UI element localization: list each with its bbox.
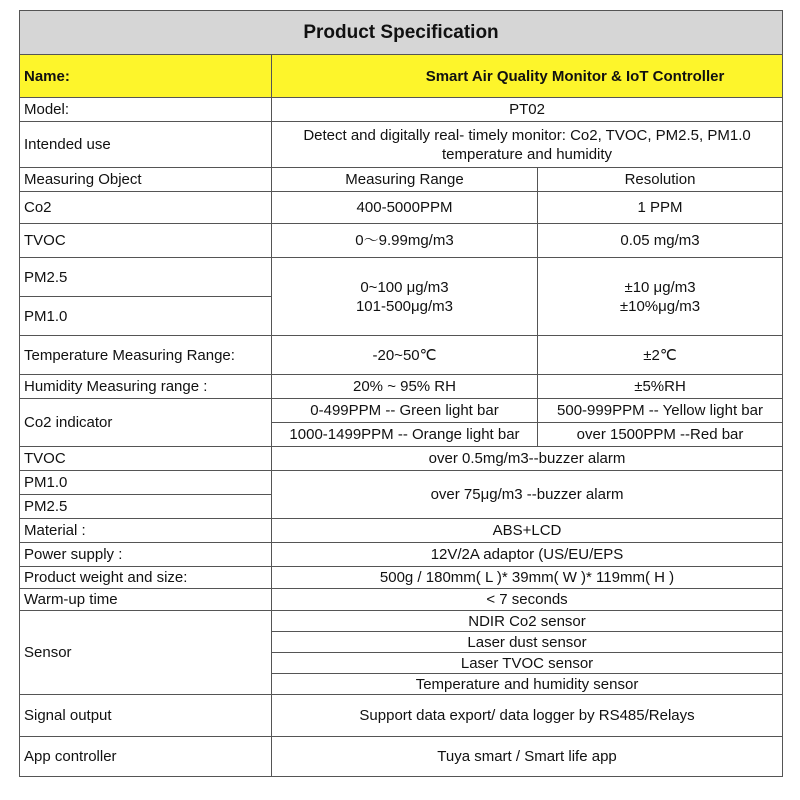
measuring-range-header: Measuring Range bbox=[272, 168, 538, 192]
temperature-range: -20~50℃ bbox=[272, 336, 538, 375]
material-label: Material : bbox=[20, 519, 272, 543]
humidity-range: 20% ~ 95% RH bbox=[272, 375, 538, 399]
tvoc-resolution: 0.05 mg/m3 bbox=[538, 224, 783, 258]
co2-label: Co2 bbox=[20, 192, 272, 224]
pm25-row bbox=[20, 258, 783, 297]
model-row bbox=[20, 98, 783, 122]
temperature-resolution: ±2℃ bbox=[538, 336, 783, 375]
pm-resolution-line-1: ±10 μg/m3 bbox=[624, 278, 696, 296]
sensor-item: Temperature and humidity sensor bbox=[272, 674, 783, 695]
power-supply-label: Power supply : bbox=[20, 543, 272, 567]
pm-range-line-2: 101-500μg/m3 bbox=[355, 297, 454, 315]
pm10-alarm-label: PM1.0 bbox=[20, 471, 272, 495]
name-value: Smart Air Quality Monitor & IoT Controller bbox=[272, 55, 783, 98]
signal-output-row bbox=[20, 695, 783, 737]
co2-indicator-label: Co2 indicator bbox=[20, 399, 272, 447]
pm-resolution bbox=[538, 258, 783, 336]
pm25-label: PM2.5 bbox=[20, 258, 272, 297]
material-row bbox=[20, 519, 783, 543]
tvoc-label: TVOC bbox=[20, 224, 272, 258]
tvoc-range: 0～9.99mg/m3 bbox=[272, 224, 538, 258]
pm-resolution-line-2: ±10%μg/m3 bbox=[619, 297, 701, 315]
intended-use-line-1: Detect and digitally real- timely monitor: Co2, TVOC, PM2.5, PM1.0 bbox=[303, 126, 751, 144]
power-supply-value: 12V/2A adaptor (US/EU/EPS bbox=[272, 543, 783, 567]
weight-size-label: Product weight and size: bbox=[20, 567, 272, 589]
intended-use-label: Intended use bbox=[20, 122, 272, 168]
humidity-resolution: ±5%RH bbox=[538, 375, 783, 399]
intended-use-line-2: temperature and humidity bbox=[441, 145, 613, 163]
co2-indicator-row-1 bbox=[20, 399, 783, 423]
sensor-label: Sensor bbox=[20, 611, 272, 695]
sensor-item: Laser dust sensor bbox=[272, 632, 783, 653]
material-value: ABS+LCD bbox=[272, 519, 783, 543]
signal-output-label: Signal output bbox=[20, 695, 272, 737]
pm-range bbox=[272, 258, 538, 336]
co2-indicator-red: over 1500PPM --Red bar bbox=[538, 423, 783, 447]
measuring-header-row bbox=[20, 168, 783, 192]
sensor-item: Laser TVOC sensor bbox=[272, 653, 783, 674]
co2-resolution: 1 PPM bbox=[538, 192, 783, 224]
product-specification-table bbox=[19, 10, 783, 777]
pm25-alarm-label: PM2.5 bbox=[20, 495, 272, 519]
pm-alarm-value: over 75μg/m3 --buzzer alarm bbox=[272, 471, 783, 519]
pm10-label: PM1.0 bbox=[20, 297, 272, 336]
sensor-row-1 bbox=[20, 611, 783, 632]
weight-size-value: 500g / 180mm( L )* 39mm( W )* 119mm( H ) bbox=[272, 567, 783, 589]
warmup-label: Warm-up time bbox=[20, 589, 272, 611]
co2-indicator-green: 0-499PPM -- Green light bar bbox=[272, 399, 538, 423]
co2-row bbox=[20, 192, 783, 224]
tvoc-alarm-row bbox=[20, 447, 783, 471]
tvoc-row bbox=[20, 224, 783, 258]
tvoc-alarm-value: over 0.5mg/m3--buzzer alarm bbox=[272, 447, 783, 471]
title-row bbox=[20, 11, 783, 55]
table-title: Product Specification bbox=[20, 11, 783, 55]
weight-size-row bbox=[20, 567, 783, 589]
temperature-row bbox=[20, 336, 783, 375]
warmup-value: < 7 seconds bbox=[272, 589, 783, 611]
app-controller-row bbox=[20, 737, 783, 777]
tvoc-alarm-label: TVOC bbox=[20, 447, 272, 471]
sensor-item: NDIR Co2 sensor bbox=[272, 611, 783, 632]
intended-use-value bbox=[272, 122, 783, 168]
co2-range: 400-5000PPM bbox=[272, 192, 538, 224]
app-controller-label: App controller bbox=[20, 737, 272, 777]
co2-indicator-yellow: 500-999PPM -- Yellow light bar bbox=[538, 399, 783, 423]
app-controller-value: Tuya smart / Smart life app bbox=[272, 737, 783, 777]
temperature-label: Temperature Measuring Range: bbox=[20, 336, 272, 375]
humidity-label: Humidity Measuring range : bbox=[20, 375, 272, 399]
model-value: PT02 bbox=[272, 98, 783, 122]
measuring-object-header: Measuring Object bbox=[20, 168, 272, 192]
signal-output-value: Support data export/ data logger by RS485/Relays bbox=[272, 695, 783, 737]
name-label: Name: bbox=[20, 55, 272, 98]
warmup-row bbox=[20, 589, 783, 611]
intended-use-row bbox=[20, 122, 783, 168]
name-row bbox=[20, 55, 783, 98]
resolution-header: Resolution bbox=[538, 168, 783, 192]
humidity-row bbox=[20, 375, 783, 399]
co2-indicator-orange: 1000-1499PPM -- Orange light bar bbox=[272, 423, 538, 447]
power-supply-row bbox=[20, 543, 783, 567]
model-label: Model: bbox=[20, 98, 272, 122]
pm-range-line-1: 0~100 μg/m3 bbox=[360, 278, 449, 296]
pm10-alarm-row bbox=[20, 471, 783, 495]
